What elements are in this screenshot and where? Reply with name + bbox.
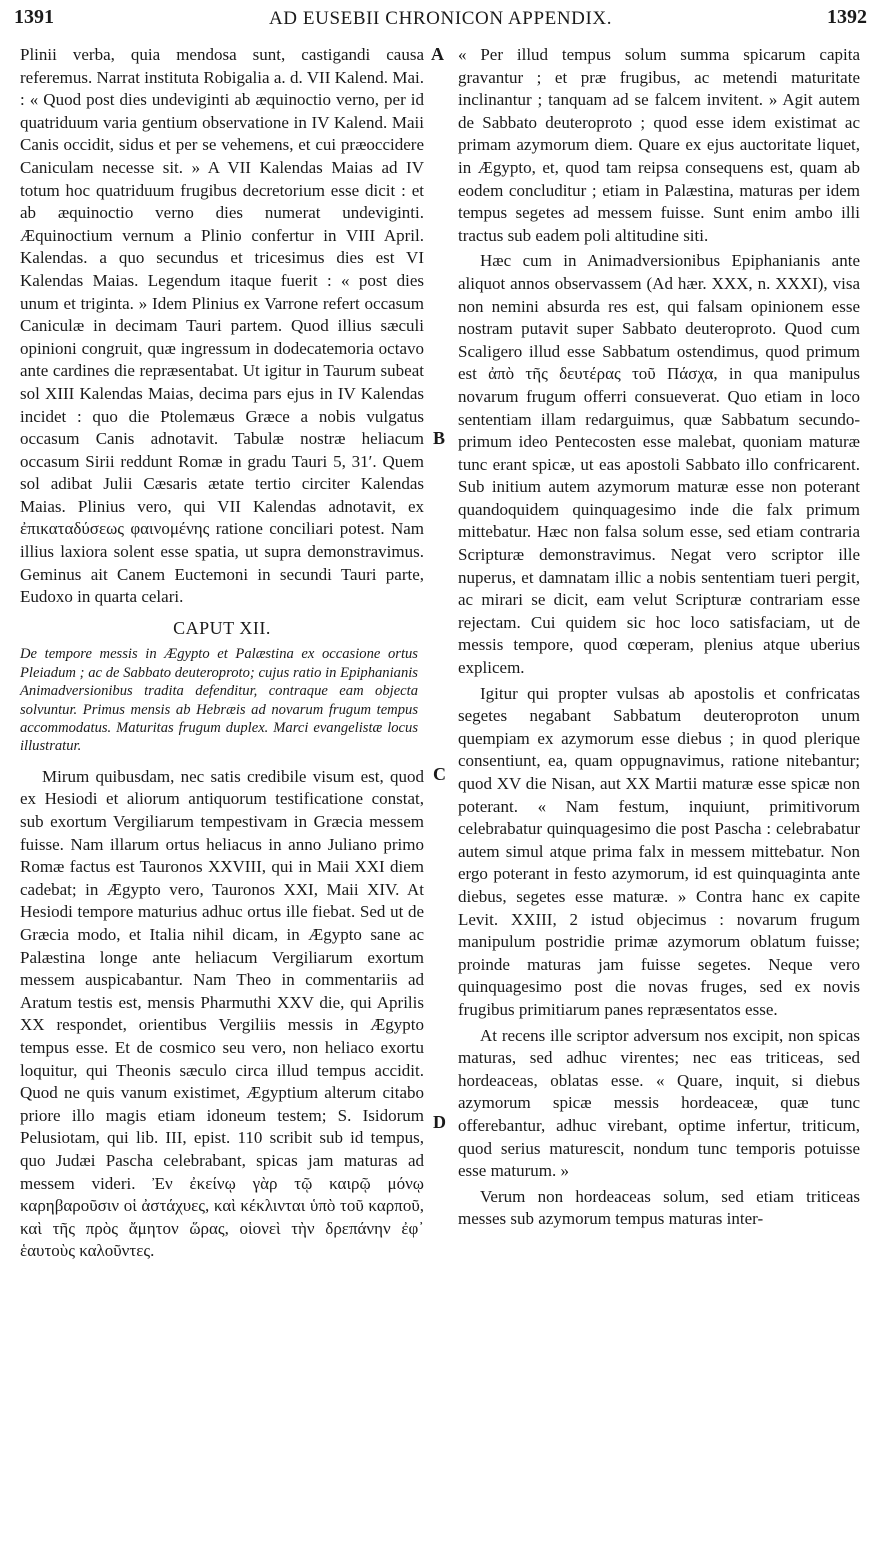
right-paragraph-4: At recens ille scriptor adversum nos excipit, non spicas maturas, sed adhuc virentes; nec eas triticeas, sed hordeaceas, oblatas esse. « Quare, inquit, si diebus azymorum spicæ messis hordeaceæ, quæ tunc offerebantur, adhuc virebant, optime infertur, triticum, quod serius maturescit, nondum tunc temporis potuisse esse maturum. » xyxy=(458,1025,860,1181)
right-paragraph-3: Igitur qui propter vulsas ab apostolis et confricatas segetes negabant Sabbatum deuteroproton unum quempiam ex azymorum esse diebus ; in quod plerique consentiunt, ea, quam oppugnavimus, ratione nitebantur; quod XV die Nisan, aut XX Martii maturæ esse spicæ non poterant. « Nam festum, inquiunt, primitivorum celebrabatur quinquagesimo die post Pascha : celebrabatur autem simul atque prima falx in messem mittebatur. Non ergo poterant in festo azymorum, id est quinquaginta ante diebus, segetes esse maturæ. » Contra hanc ex capite Levit. XXIII, 2 istud objecimus : novarum frugum manipulum postridie primæ azymorum oblatum fuisse; proinde maturas jam fuisse segetes. Neque vero quinquagesimo post die novas fruges, sed ex novis frugibus primitiarum panes repræsentatos esse. xyxy=(458,683,860,1019)
left-column xyxy=(20,44,424,1263)
page-number-left: 1391 xyxy=(14,6,54,28)
chapter-summary: De tempore messis in Ægypto et Palæstina ex occasione ortus Pleiadum ; ac de Sabbato deuteroproto; cujus ratio in Epiphanianis Animadversionibus tradita defenditur, contraque eam objecta solvuntur. Primus mensis ab Hebræis ad novarum frugum tempus accommodatus. Maturitas frugum duplex. Marci evangelistæ locus illustratur. xyxy=(20,646,418,755)
left-paragraph-1: Plinii verba, quia mendosa sunt, castigandi causa referemus. Narrat instituta Robigalia a. d. VII Kalend. Mai. : « Quod post dies undeviginti ab æquinoctio verno, per id quatriduum varia gentium observatione in IV Kalend. Maii Canis occidit, sidus et per se vehemens, et cui præoccidere Caniculam necesse sit. » A VII Kalendas Maias ad IV totum hoc quatriduum frugibus decretorium esse dicit : et ab æquinoctio verno dies numerat undeviginti. Æquinoctium vernum a Plinio confertur in VIII April. Kalendas. a quo secundus et tricesimus dies est VI Kalendas Maias. Legendum itaque fuerit : « post dies unum et triginta. » Idem Plinius ex Varrone refert occasum Caniculæ in decimam Tauri partem. Quod illius sæculi opinioni congruit, quæ ingressum in dodecatemoria octavo ante cardines die repræsentabat. Ut igitur in Taurum subeat sol XIII Kalendas Maias, decima pars ejus in IV Kalendas incidet : quo die Ptolemæus Græce a nobis vulgatus occasum Canis adnotavit. Tabulæ nostræ heliacum occasum Sirii reddunt Romæ in gradu Tauri 5, 31′. Quem sol adibat Julii Cæsaris ætate tertio circiter Kalendas Maias. Plinius vero, qui VII Kalendas adnotavit, ex ἐπικαταδύσεως φαινομένης ratione conciliari potest. Nam illius laxiora solent esse spatia, ut supra demonstravimus. Geminus ait Canem Euctemoni in secundi Tauri parte, Eudoxo in quarta celari. xyxy=(20,45,424,607)
right-paragraph-5: Verum non hordeaceas solum, sed etiam triticeas messes sub azymorum tempus maturas inter- xyxy=(458,1186,860,1229)
left-paragraph-2: Mirum quibusdam, nec satis credibile visum est, quod ex Hesiodi et aliorum antiquorum testificatione constat, sub exortum Vergiliarum tempestivam in Græcia messem fuisse. Nam illarum ortus heliacus in anno Juliano primo Romæ factus est Tauronos XXVIII, qui in Maii XXI diem cadebat; in Ægypto vero, Tauronos XXI, Maii XIV. At Hesiodi tempore maturius adhuc ortus ille fiebat. Sed ut de Græcia modo, et Italia nihil dicam, in Ægypto sane ac Palæstina longe ante heliacum Vergiliarum exortum messem auspicabantur. Nam Theo in commentariis ad Aratum testis est, mensis Pharmuthi XXV die, qui Aprilis XX respondet, orientibus Vergiliis messis in Ægypto tempus esse. Et de cosmico seu vero, non heliaco exortu loquitur, qui Theonis sæculo circa illud tempus accidit. Quod ne quis vanum existimet, Ægyptium alterum citabo priore illo magis etiam idoneum testem; S. Isidorum Pelusiotam, qui lib. III, epist. 110 scribit sub id tempus, quo Judæi Pascha celebrabant, spicas jam maturas ad messem videri. Ἐν ἐκείνῳ γὰρ τῷ καιρῷ μόνῳ καρηβαροῦσιν οἱ ἀστάχυες, καὶ κέκλινται ὑπὸ τοῦ καρποῦ, καὶ τῆς πρὸς ἄμητον ὥρας, οἱονεὶ τὴν δρεπάνην ἐφ᾽ ἑαυτοὺς καλοῦντες. xyxy=(20,766,424,1261)
running-header xyxy=(12,6,869,36)
right-paragraph-2: Hæc cum in Animadversionibus Epiphanianis ante aliquot annos observassem (Ad hær. XXX, n. XXXI), visa non nemini absurda res est, qui falsam opinionem esse nostram putavit super Sabbato deuteroproto. Quod cum Scaligero illud esse Sabbatum ostendimus, quod primum est ἀπὸ τῆς δευτέρας τοῦ Πάσχα, in qua manipulus novarum frugum offerri consueverat. Quo etiam in loco sententiam illam redarguimus, quæ Sabbatum secundo-primum ideo Pentecosten esse malebat, quoniam maturæ tunc erant spicæ, ut eas apostoli Sabbato illo confricarent. Sub initium autem azymorum maturæ esse non poterant quandoquidem quinquagesimo inde die falx primum mittebatur. Hæc non falsa solum esse, sed etiam contraria Scripturæ demonstravimus. Negat vero scriptor ille nuperus, et damnatam illic a nobis sententiam tueri pergit, ac mirari se dicit, eam velut Scripturæ contrariam esse rejectam. Cui quidem sic hoc loco satisfaciam, ut de messis tempore, quod cœperam, plenius atque uberius explicem. xyxy=(458,251,860,678)
right-column xyxy=(458,44,860,1231)
chapter-title: CAPUT XII. xyxy=(173,617,271,638)
margin-mark-a: A xyxy=(431,44,444,64)
margin-mark-d: D xyxy=(433,1112,446,1132)
margin-mark-c: C xyxy=(433,764,446,784)
page-number-right: 1392 xyxy=(827,6,867,28)
running-title: AD EUSEBII CHRONICON APPENDIX. xyxy=(268,8,613,29)
margin-mark-b: B xyxy=(433,428,446,448)
right-paragraph-1: « Per illud tempus solum summa spicarum capita gravantur ; et præ frugibus, ac metendi maturitate inclinantur ; tanquam ad se falcem invitent. » Agit autem de Sabbato deuteroproto ; quod esse idem existimat ac primam azymorum diem. Quare ex ejus auctoritate liquet, in Ægypto, et, quod tam reipsa consequens est, quam ab eodem concluditur ; etiam in Palæstina, maturas per idem tempus segetes ad messem fuisse. Sunt enim ambo illi tractus sub eadem poli altitudine siti. xyxy=(458,45,860,245)
